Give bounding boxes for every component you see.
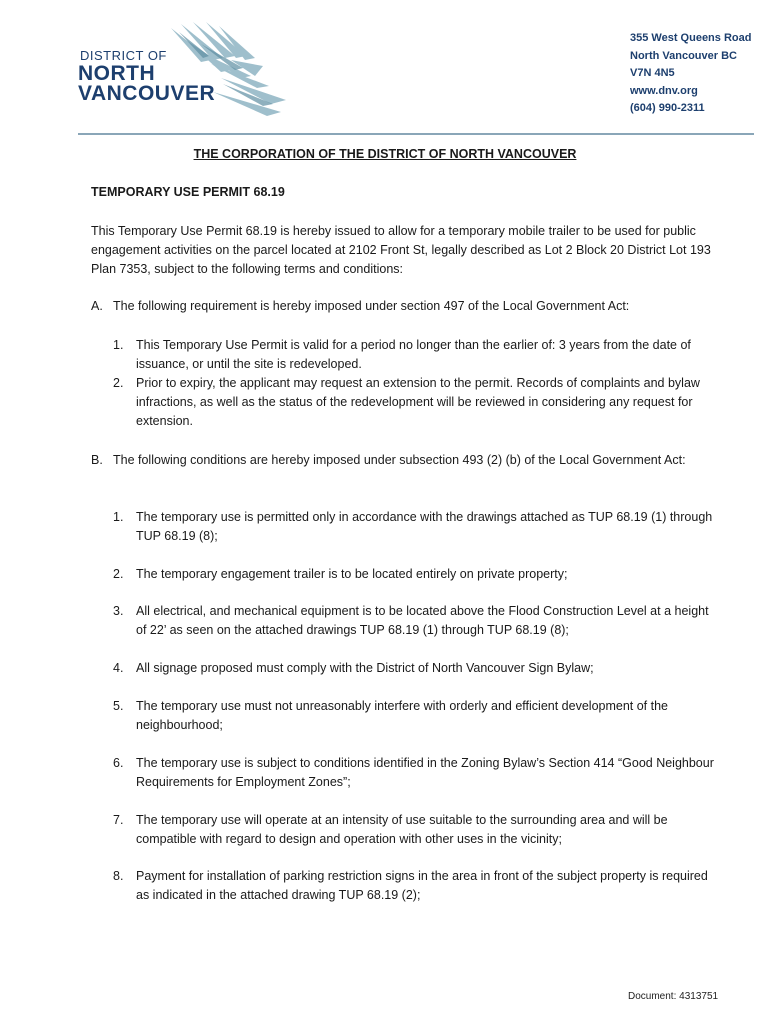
list-item-text: All electrical, and mechanical equipment is to be located above the Flood Construction Level at a height of 22’ as seen on the attached drawings TUP 68.19 (1) through TUP 68.19 (8); bbox=[136, 604, 709, 637]
list-item-text: Prior to expiry, the applicant may request an extension to the permit. Records of complaints and bylaw infractions, as well as the status of the redevelopment will be reviewed in considering any request for extension. bbox=[136, 376, 700, 428]
list-item bbox=[113, 565, 721, 584]
section-b-marker: B. bbox=[91, 453, 103, 467]
list-item bbox=[113, 659, 721, 678]
list-item-marker: 2. bbox=[113, 567, 124, 581]
list-item-text: The temporary engagement trailer is to be located entirely on private property; bbox=[136, 567, 568, 581]
list-item-marker: 8. bbox=[113, 869, 124, 883]
list-item bbox=[113, 602, 721, 640]
intro-paragraph: This Temporary Use Permit 68.19 is hereby issued to allow for a temporary mobile trailer to be used for public engagement activities on the parcel located at 2102 Front St, legally described as Lot 2 Block 20 District Lot 193 Plan 7353, subject to the following terms and conditions: bbox=[91, 224, 711, 276]
logo-line-north: NORTH bbox=[78, 62, 156, 85]
list-item-marker: 7. bbox=[113, 813, 124, 827]
section-b-text: The following conditions are hereby imposed under subsection 493 (2) (b) of the Local Government Act: bbox=[113, 453, 686, 467]
address-street: 355 West Queens Road bbox=[630, 32, 752, 44]
document-title: THE CORPORATION OF THE DISTRICT OF NORTH VANCOUVER bbox=[193, 147, 577, 161]
list-item-text: The temporary use must not unreasonably interfere with orderly and efficient development of the neighbourhood; bbox=[136, 699, 669, 732]
list-item-text: The temporary use is permitted only in accordance with the drawings attached as TUP 68.19 (1) through TUP 68.19 (8); bbox=[136, 510, 713, 543]
district-logo bbox=[76, 20, 276, 110]
permit-heading: TEMPORARY USE PERMIT 68.19 bbox=[91, 185, 285, 199]
address-website: www.dnv.org bbox=[630, 84, 698, 97]
logo-line-district-of: DISTRICT OF bbox=[80, 48, 167, 63]
list-item-marker: 5. bbox=[113, 699, 124, 713]
address-phone: (604) 990-2311 bbox=[630, 102, 705, 114]
list-item-text: This Temporary Use Permit is valid for a period no longer than the earlier of: 3 years from the date of issuance, or until the site is redeveloped. bbox=[136, 338, 691, 371]
list-item bbox=[113, 336, 721, 374]
list-item-marker: 2. bbox=[113, 376, 124, 390]
address-block bbox=[630, 30, 751, 118]
document-number: Document: 4313751 bbox=[628, 991, 719, 1002]
list-item bbox=[113, 374, 721, 431]
section-a-marker: A. bbox=[91, 299, 103, 313]
logo-line-vancouver: VANCOUVER bbox=[78, 82, 216, 105]
list-item bbox=[113, 508, 721, 546]
list-item-text: The temporary use is subject to conditions identified in the Zoning Bylaw’s Section 414 “Good Neighbour Requirements for Employment Zones”; bbox=[136, 756, 714, 789]
list-item-marker: 6. bbox=[113, 756, 124, 770]
section-a bbox=[91, 297, 721, 316]
list-item-marker: 1. bbox=[113, 338, 124, 352]
list-item-marker: 3. bbox=[113, 604, 124, 618]
list-item-marker: 4. bbox=[113, 661, 124, 675]
address-postal-code: V7N 4N5 bbox=[630, 67, 675, 79]
list-item bbox=[113, 697, 721, 735]
header-divider bbox=[78, 133, 754, 135]
section-a-text: The following requirement is hereby imposed under section 497 of the Local Government Act: bbox=[113, 299, 630, 313]
list-item-text: Payment for installation of parking restriction signs in the area in front of the subject property is required as indicated in the attached drawing TUP 68.19 (2); bbox=[136, 869, 708, 902]
list-item bbox=[113, 867, 721, 905]
list-item-text: The temporary use will operate at an intensity of use suitable to the surrounding area and will be compatible with regard to design and operation with other uses in the vicinity; bbox=[136, 813, 668, 846]
list-item-marker: 1. bbox=[113, 510, 124, 524]
list-item bbox=[113, 811, 721, 849]
eagle-icon bbox=[151, 20, 301, 130]
address-city: North Vancouver BC bbox=[630, 49, 737, 62]
list-item bbox=[113, 754, 721, 792]
list-item-text: All signage proposed must comply with the District of North Vancouver Sign Bylaw; bbox=[136, 661, 594, 675]
section-b bbox=[91, 451, 721, 470]
